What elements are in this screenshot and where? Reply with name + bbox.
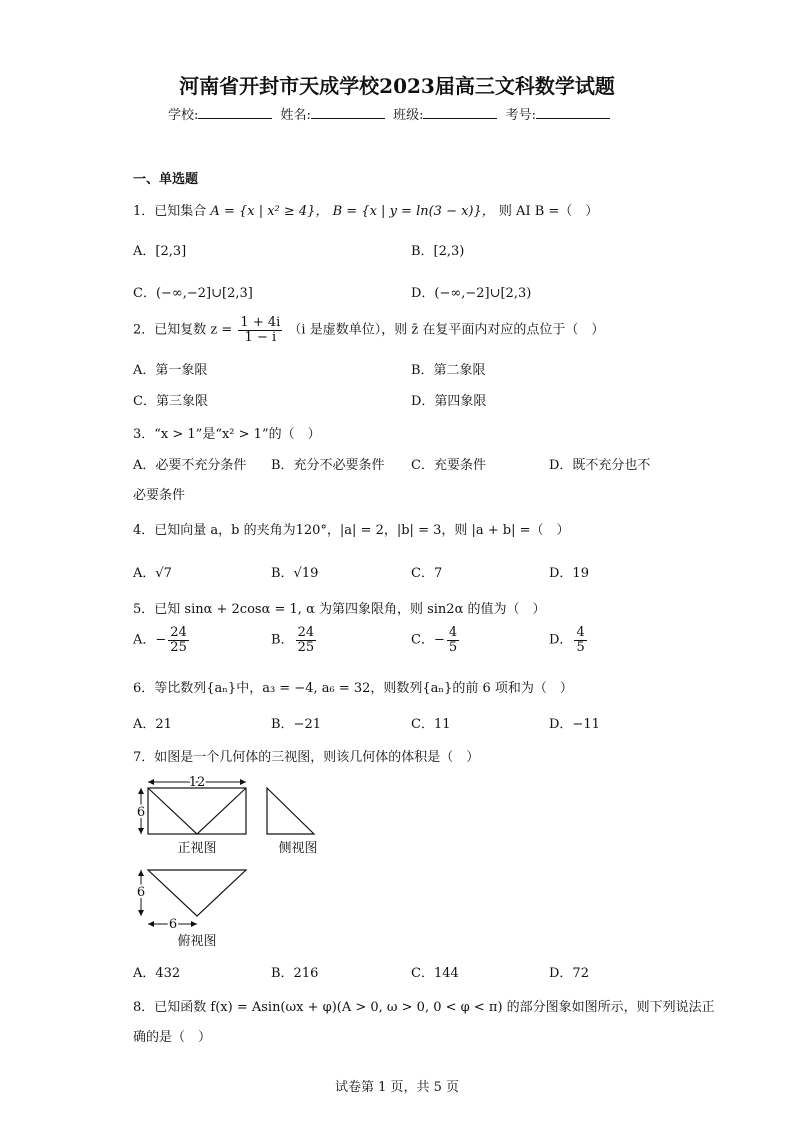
q1-set-b: B = {x | y = ln(3 − x)}， [332,204,495,219]
q5-c-num: 4 [448,625,458,640]
q3-option-d: D．既不充分也不 [549,458,651,473]
q2-prefix: 2．已知复数 z = [133,322,233,338]
q5-d-num: 4 [576,625,585,640]
page-title: 河南省开封市天成学校2023届高三文科数学试题 [179,74,615,98]
question-5: 5．已知 sinα + 2cosα = 1, α 为第四象限角，则 sin2α 的值为（ ） [133,602,546,617]
q5-b-num: 24 [297,625,315,640]
school-blank [198,106,272,119]
q5-c-fraction [447,626,459,654]
dim-arrow [191,921,197,927]
q7-option-b: B．216 [271,966,319,981]
q1-option-b: B．[2,3) [411,244,465,259]
q5-c-sign: − [433,632,445,648]
q3-option-c: C．充要条件 [411,458,486,473]
q3-option-d-wrap: 必要条件 [133,488,186,503]
q4-option-c: C．7 [411,566,443,581]
front-view-label: 正视图 [177,841,217,856]
q5-b-den: 25 [297,639,315,655]
dim-arrow [240,779,246,785]
q2-suffix: （i 是虚数单位），则 z̄ 在复平面内对应的点位于（ ） [288,322,605,338]
q5-d-fraction [574,626,586,654]
q5-option-c [411,626,461,654]
q4-option-a: A．√7 [133,566,172,581]
q2-option-c: C．第三象限 [133,394,208,409]
dim-arrow [138,828,144,834]
q5-c-label: C． [411,632,434,648]
q5-option-b [271,626,318,654]
class-label: 班级: [393,108,424,123]
id-blank [536,106,610,119]
name-label: 姓名: [280,108,311,123]
q2-fraction [238,316,282,344]
top-view-triangle [148,870,246,916]
q3-option-b: B．充分不必要条件 [271,458,385,473]
q1-prefix: 1．已知集合 [133,204,207,219]
q7-option-c: C．144 [411,966,459,981]
q4-option-d: D．19 [549,566,589,581]
q5-d-label: D． [549,632,573,648]
question-8-line2: 确的是（ ） [133,1030,212,1045]
q6-option-d: D．−11 [549,717,600,732]
dim-arrow [138,910,144,916]
class-blank [423,106,497,119]
top-height-label: 6 [136,885,146,900]
q5-a-sign: − [155,632,167,648]
q5-b-label: B． [271,632,294,648]
q5-option-d [549,626,589,654]
section-title: 一、单选题 [133,172,199,187]
page-footer: 试卷第 1 页，共 5 页 [334,1080,460,1095]
side-view-label: 侧视图 [278,841,318,856]
q2-option-a: A．第一象限 [133,363,208,378]
q1-option-a: A．[2,3] [133,244,187,259]
q5-a-fraction [168,626,189,654]
front-view-rect [148,788,246,834]
q1-option-d: D．(−∞,−2]∪[2,3) [411,286,532,301]
dim-arrow [138,788,144,794]
school-label: 学校: [168,108,199,123]
q5-c-den: 5 [448,639,458,655]
q6-option-b: B．−21 [271,717,321,732]
id-label: 考号: [505,108,536,123]
question-6: 6．等比数列{aₙ}中，a₃ = −4, a₆ = 32，则数列{aₙ}的前 6 项和为（ ） [133,681,573,696]
question-7: 7．如图是一个几何体的三视图，则该几何体的体积是（ ） [133,750,480,765]
q5-option-a [133,626,191,654]
student-info-line [168,104,614,123]
top-view-label: 俯视图 [177,934,217,949]
q6-option-c: C．11 [411,717,451,732]
q2-numerator: 1 + 4i [240,315,281,330]
q2-option-d: D．第四象限 [411,394,487,409]
q1-suffix: 则 AI B =（ ） [498,204,599,219]
q4-option-b: B．√19 [271,566,319,581]
q1-option-c: C．(−∞,−2]∪[2,3] [133,286,253,301]
front-view-v [148,788,246,834]
q1-set-a: A = {x | x² ≥ 4}， [210,204,329,219]
front-height-label: 6 [136,805,146,820]
question-4: 4．已知向量 a，b 的夹角为120°，|a| = 2，|b| = 3，则 |a + b| =（ ） [133,523,570,538]
question-8-line1: 8．已知函数 f(x) = Asin(ωx + φ)(A > 0, ω > 0, 0 < φ < π) 的部分图象如图所示，则下列说法正 [133,1000,715,1015]
q5-d-den: 5 [576,639,585,655]
q5-a-den: 25 [170,639,187,655]
q6-option-a: A．21 [133,717,172,732]
three-view-figure [128,772,328,952]
q5-b-fraction [296,626,317,654]
dim-arrow [148,779,154,785]
q5-a-label: A． [133,632,156,648]
q7-option-d: D．72 [549,966,589,981]
q2-denominator: 1 − i [244,329,277,345]
top-width-label: 6 [168,917,178,932]
q7-option-a: A．432 [133,966,181,981]
question-2 [133,316,604,344]
dim-arrow [148,921,154,927]
q3-option-a: A．必要不充分条件 [133,458,247,473]
side-view-triangle [267,788,314,834]
name-blank [311,106,385,119]
q5-a-num: 24 [170,625,187,640]
question-1 [133,200,598,219]
front-width-label: 12 [188,775,206,790]
question-3: 3．“x > 1”是“x² > 1”的（ ） [133,427,321,442]
q2-option-b: B．第二象限 [411,363,486,378]
dim-arrow [138,870,144,876]
